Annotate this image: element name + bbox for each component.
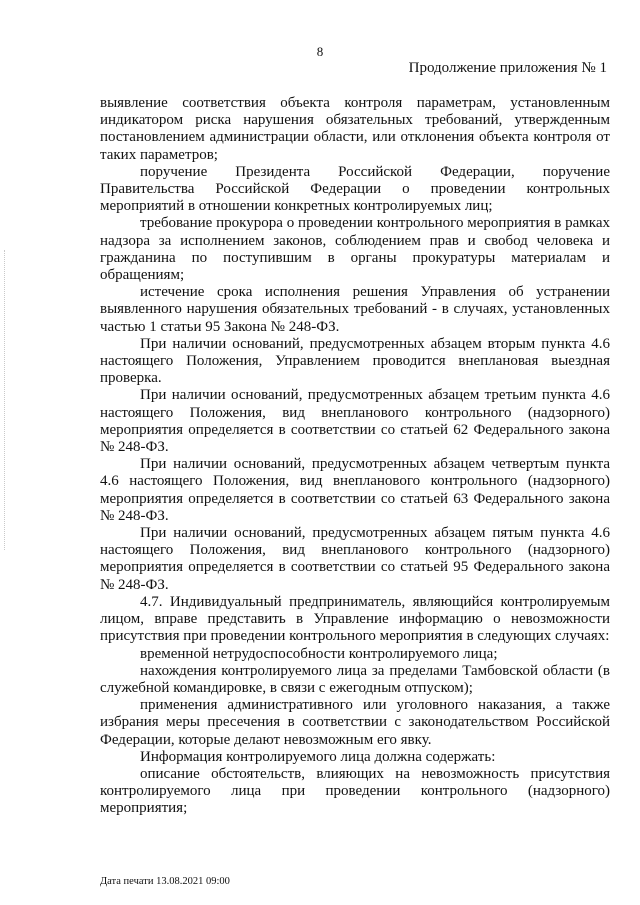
appendix-continuation-label: Продолжение приложения № 1 [408, 60, 607, 76]
paragraph: выявление соответствия объекта контроля параметрам, установленным индикатором риска нарушения обязательных требований, утвержденным постановлением администрации области, или отклонения объекта контроля от таких параметров; [100, 95, 610, 163]
paragraph: истечение срока исполнения решения Управления об устранении выявленного нарушения обязательных требований - в случаях, установленных частью 1 статьи 95 Закона № 248-ФЗ. [100, 284, 610, 335]
paragraph: При наличии оснований, предусмотренных абзацем четвертым пункта 4.6 настоящего Положения, вид внепланового контрольного (надзорного) мероприятия определяется в соответствии со статьей 63 Федерального закона № 248-ФЗ. [100, 456, 610, 524]
paragraph: 4.7. Индивидуальный предприниматель, являющийся контролируемым лицом, вправе представить в Управление информацию о невозможности присутствия при проведении контрольного мероприятия в следующих случаях: [100, 593, 610, 645]
paragraph: При наличии оснований, предусмотренных абзацем вторым пункта 4.6 настоящего Положения, Управлением проводится внеплановая выездная проверка. [100, 335, 610, 387]
paragraph: нахождения контролируемого лица за пределами Тамбовской области (в служебной командировке, в связи с ежегодным отпуском); [100, 662, 610, 696]
paragraph: При наличии оснований, предусмотренных абзацем третьим пункта 4.6 настоящего Положения, вид внепланового контрольного (надзорного) мероприятия определяется в соответствии со статьей 62 Федерального закона № 248-ФЗ. [100, 387, 610, 456]
paragraph: поручение Президента Российской Федерации, поручение Правительства Российской Федерации о проведении контрольных мероприятий в отношении конкретных контролируемых лиц; [100, 163, 610, 215]
scan-edge-mark [4, 250, 6, 550]
paragraph: требование прокурора о проведении контрольного мероприятия в рамках надзора за исполнением законов, соблюдением прав и свобод человека и гражданина по поступившим в органы прокуратуры материалам и обращениям; [100, 215, 610, 284]
paragraph: описание обстоятельств, влияющих на невозможность присутствия контролируемого лица при проведении контрольного (надзорного) мероприятия; [100, 765, 610, 817]
paragraph: При наличии оснований, предусмотренных абзацем пятым пункта 4.6 настоящего Положения, вид внепланового контрольного (надзорного) мероприятия определяется в соответствии со статьей 95 Федерального закона № 248-ФЗ. [100, 525, 610, 593]
paragraph: Информация контролируемого лица должна содержать: [140, 748, 496, 765]
paragraph: временной нетрудоспособности контролируемого лица; [140, 645, 498, 662]
print-date: Дата печати 13.08.2021 09:00 [100, 876, 230, 887]
document-body [100, 95, 610, 818]
page-number: 8 [316, 44, 324, 59]
paragraph: применения административного или уголовного наказания, а также избрания меры пресечения в соответствии с законодательством Российской Федерации, которые делают невозможным его явку. [100, 697, 610, 748]
